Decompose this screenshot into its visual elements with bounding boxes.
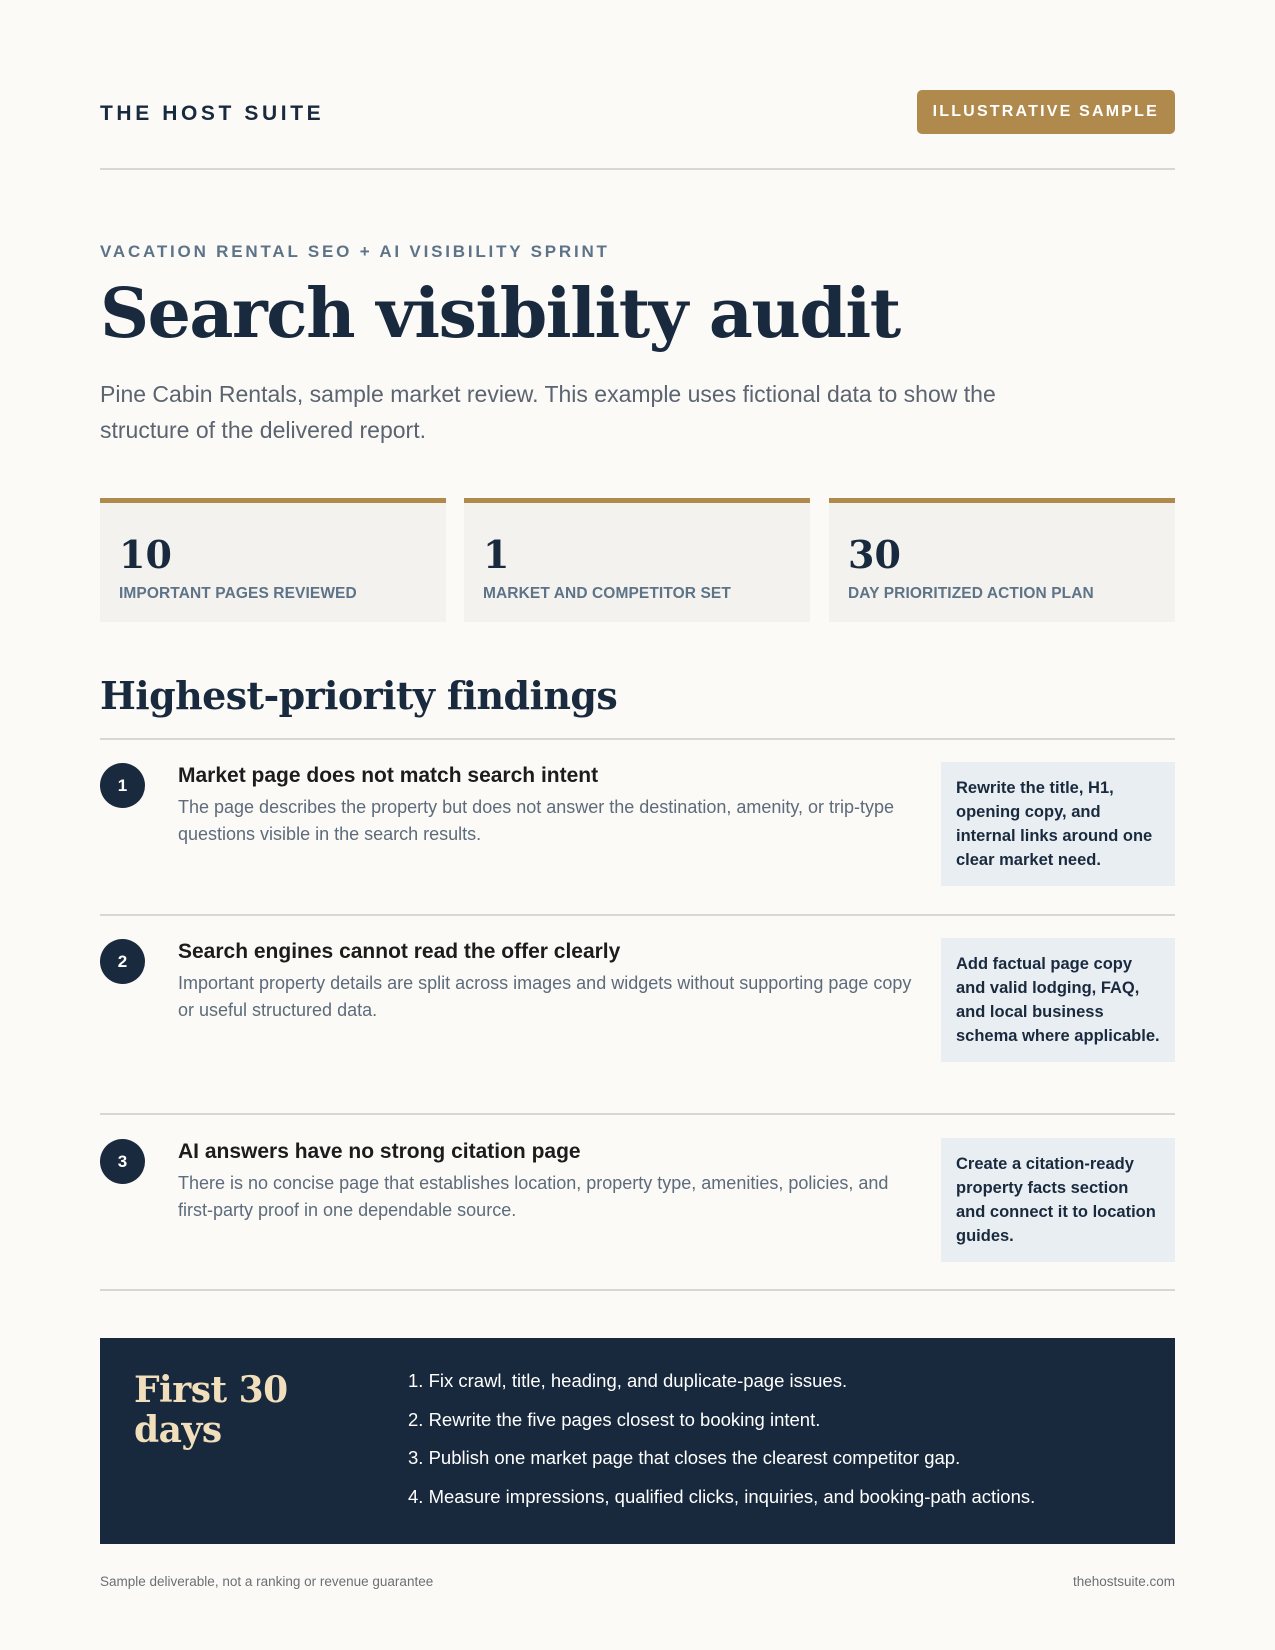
panel-title: First 30 days [134, 1369, 288, 1451]
stat-label: IMPORTANT PAGES REVIEWED [119, 585, 357, 602]
finding-title: AI answers have no strong citation page [178, 1140, 581, 1163]
stat-value: 1 [483, 532, 510, 577]
finding-title: Market page does not match search intent [178, 764, 599, 787]
findings-heading: Highest-priority findings [100, 673, 618, 718]
brand-name: THE HOST SUITE [100, 102, 325, 125]
page-subtitle: Pine Cabin Rentals, sample market review. This example uses fictional data to show the structure of the delivered report. [100, 381, 996, 443]
footer-disclaimer: Sample deliverable, not a ranking or revenue guarantee [100, 1574, 434, 1589]
action-steps-list [408, 1370, 1035, 1524]
report-page [100, 0, 1175, 1650]
finding-number-badge: 1 [100, 763, 145, 808]
divider [100, 1289, 1175, 1291]
finding-action: Add factual page copy and valid lodging, FAQ, and local business schema where applicable. [941, 938, 1175, 1062]
page-title: Search visibility audit [100, 274, 900, 354]
stat-value: 30 [848, 532, 901, 577]
first-30-days-panel [100, 1338, 1175, 1544]
action-step: 2. Rewrite the five pages closest to booking intent. [408, 1408, 821, 1430]
header [100, 90, 1175, 134]
finding-body: Important property details are split across images and widgets without supporting page copy or useful structured data. [178, 973, 912, 1020]
divider [100, 914, 1175, 916]
stat-label: DAY PRIORITIZED ACTION PLAN [848, 585, 1094, 602]
finding-number-badge: 2 [100, 939, 145, 984]
stat-card-pages [100, 498, 446, 622]
action-step: 4. Measure impressions, qualified clicks, inquiries, and booking-path actions. [408, 1485, 1036, 1507]
finding-number-badge: 3 [100, 1139, 145, 1184]
action-step: 1. Fix crawl, title, heading, and duplicate-page issues. [408, 1370, 848, 1391]
divider [100, 738, 1175, 740]
finding-action: Create a citation-ready property facts section and connect it to location guides. [941, 1138, 1175, 1262]
stat-value: 10 [119, 532, 172, 577]
finding-action: Rewrite the title, H1, opening copy, and internal links around one clear market need. [941, 762, 1175, 886]
finding-body: The page describes the property but does not answer the destination, amenity, or trip-type questions visible in the search results. [178, 797, 895, 844]
stat-card-market [464, 498, 810, 622]
eyebrow: VACATION RENTAL SEO + AI VISIBILITY SPRINT [100, 242, 610, 261]
footer-website: thehostsuite.com [1072, 1574, 1175, 1589]
stat-card-plan [829, 498, 1175, 622]
stat-cards [100, 498, 1175, 622]
sample-badge: ILLUSTRATIVE SAMPLE [917, 90, 1175, 134]
finding-body: There is no concise page that establishes location, property type, amenities, policies, and first-party proof in one dependable source. [178, 1173, 889, 1220]
stat-label: MARKET AND COMPETITOR SET [483, 585, 731, 602]
divider [100, 1113, 1175, 1115]
finding-title: Search engines cannot read the offer clearly [178, 940, 621, 963]
header-divider [100, 168, 1175, 170]
action-step: 3. Publish one market page that closes the clearest competitor gap. [408, 1447, 961, 1468]
